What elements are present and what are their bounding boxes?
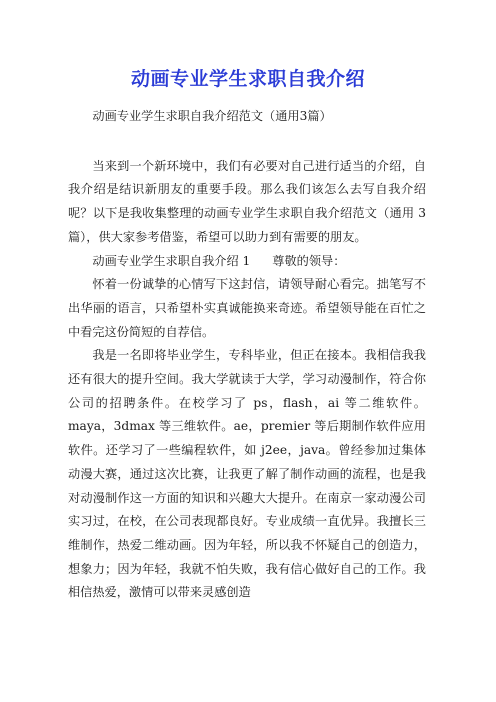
body-paragraph-2: 我是一名即将毕业学生，专科毕业，但正在接本。我相信我我还有很大的提升空间。我大学就读于大学，学习动漫制作，符合你公司的招聘条件。在校学习了 ps，flash，ai 等二维软件。maya，3dmax 等三维软件。ae，premier 等后期制作软件应用软件。还学习了一些编程软件，如 j2ee，java。曾经参加过集体动漫大赛，通过这次比赛，让我更了解了制作动画的流程，也是我对动漫制作这一方面的知识和兴趣大大提升。在南京一家动漫公司实习过，在校，在公司表现都良好。专业成绩一直优异。我擅长三维制作，热爱二维动画。因为年轻，所以我不怀疑自己的创造力，想象力；因为年轻，我就不怕失败，我有信心做好自己的工作。我相信热爱，激情可以带来灵感创造 bbox=[68, 348, 426, 600]
section-heading-line bbox=[68, 250, 426, 274]
intro-paragraph: 当来到一个新环境中，我们有必要对自己进行适当的介绍，自我介绍是结识新朋友的重要手段。那么我们该怎么去写自我介绍呢？以下是我收集整理的动画专业学生求职自我介绍范文（通用 3 篇），供大家参考借鉴，希望可以助力到有需要的朋友。 bbox=[68, 158, 426, 244]
section-heading: 动画专业学生求职自我介绍 1 bbox=[92, 253, 251, 268]
document-subtitle: 动画专业学生求职自我介绍范文（通用3篇） bbox=[92, 109, 332, 123]
body-paragraph-1: 怀着一份诚挚的心情写下这封信，请领导耐心看完。拙笔写不出华丽的语言，只希望朴实真诚能换来奇迹。希望领导能在百忙之中看完这份简短的自荐信。 bbox=[68, 277, 426, 339]
document-title: 动画专业学生求职自我介绍 bbox=[130, 68, 365, 90]
salutation: 尊敬的领导： bbox=[272, 253, 346, 268]
document-body bbox=[68, 105, 426, 605]
